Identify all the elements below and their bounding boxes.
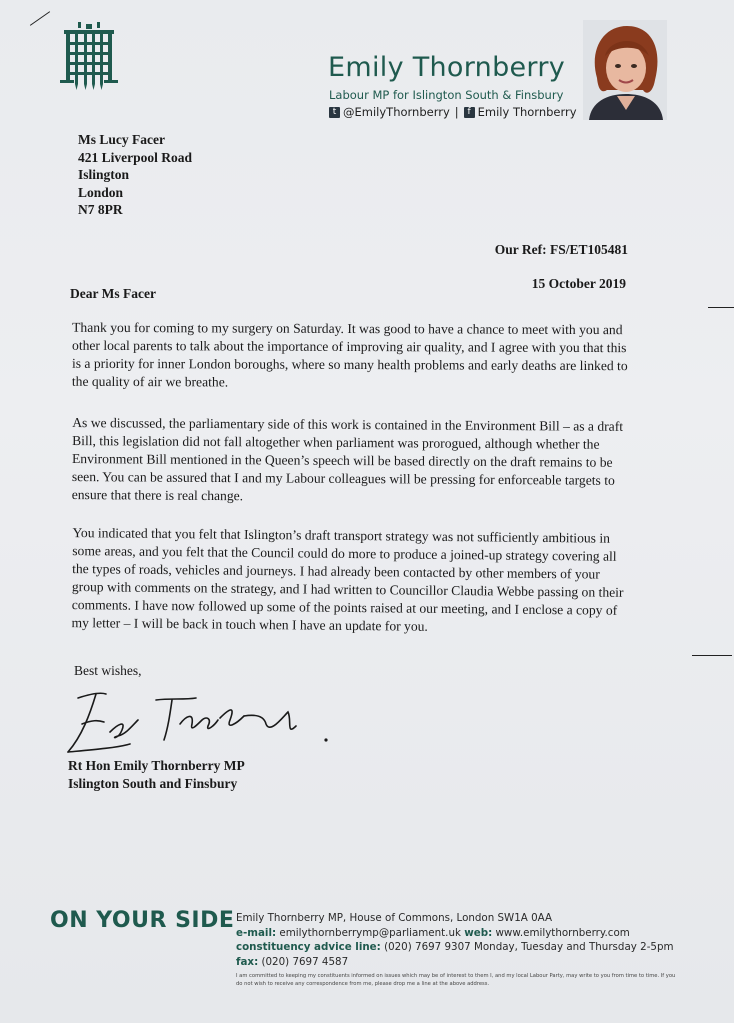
recipient-address: [78, 131, 192, 219]
twitter-handle: @EmilyThornberry: [343, 105, 450, 119]
fold-line-right-2: [692, 655, 732, 656]
fold-line-top: [30, 11, 50, 26]
recipient-name: Ms Lucy Facer: [78, 132, 165, 147]
advice-label: constituency advice line:: [236, 941, 381, 953]
social-handles: [329, 105, 577, 119]
fax-label: fax:: [236, 955, 259, 968]
recipient-postcode: N7 8PR: [78, 202, 123, 217]
recipient-street: 421 Liverpool Road: [78, 149, 193, 165]
fold-line-right-1: [708, 307, 734, 308]
mp-name: Emily Thornberry: [328, 52, 566, 83]
mp-role: Labour MP for Islington South & Finsbury: [329, 88, 564, 102]
footer-fax-line: [236, 955, 674, 970]
body-paragraph-2: As we discussed, the parliamentary side of this work is contained in the Environment Bill – as a draft Bill, this legislation did not fall altogether when parliament was prorogued, although whether the Environment Bill mentioned in the Queen’s speech will be based directly on the draft remains to be seen. You can be assured that I and my Labour colleagues will be pressing for enforceable targets to ensure that there is real change.: [71, 415, 624, 504]
letter-date: 15 October 2019: [531, 276, 626, 291]
social-separator: |: [454, 105, 459, 119]
signer-constituency: Islington South and Finsbury: [68, 776, 238, 791]
body-paragraph-3: You indicated that you felt that Islington’s draft transport strategy was not sufficiently ambitious in some areas, and you felt that the Council could do more to produce a joined-up strategy covering all the types of roads, vehicles and journeys. I had already been contacted by other members of your group with comments on the strategy, and I had written to Councillor Claudia Webbe passing on their comments. I have now followed up some of the points raised at our meeting, and I enclose a copy of my letter – I will be back in touch when I have an update for you.: [71, 525, 624, 634]
web-label: web:: [464, 926, 493, 939]
footer-contact: [236, 911, 674, 969]
mp-portrait: [583, 20, 667, 120]
signer-block: [68, 757, 245, 793]
recipient-city: London: [78, 184, 124, 200]
facebook-handle: Emily Thornberry: [477, 105, 577, 119]
footer-email: emilythornberrymp@parliament.uk: [279, 926, 461, 939]
portcullis-icon: [58, 22, 120, 92]
salutation: Dear Ms Facer: [70, 286, 156, 301]
email-label: e-mail:: [236, 926, 277, 939]
recipient-area: Islington: [78, 167, 130, 182]
footer-fax: (020) 7697 4587: [261, 955, 349, 968]
facebook-icon: f: [464, 107, 475, 118]
reference: Our Ref: FS/ET105481: [494, 242, 628, 257]
body-paragraph-1: Thank you for coming to my surgery on Saturday. It was good to have a chance to meet with you and other local parents to talk about the importance of improving air quality, and I agree with you that this is a priority for inner London boroughs, where so many health problems and early deaths are linked to the quality of air we breathe.: [71, 319, 628, 390]
signature: [60, 680, 350, 760]
footer-advice-line: [236, 940, 674, 955]
signer-name: Rt Hon Emily Thornberry MP: [68, 758, 245, 773]
footer-fine-print: I am committed to keeping my constituents informed on issues which may be of interest to them I, and my local Labour Party, may write to you from time to time. If you do not wish to receive any correspondence from me, please drop me a line at the above address.: [236, 973, 676, 987]
footer-slogan: ON YOUR SIDE: [50, 908, 235, 933]
footer-address: Emily Thornberry MP, House of Commons, London SW1A 0AA: [236, 912, 553, 924]
footer-email-web: [236, 926, 674, 941]
footer-web: www.emilythornberry.com: [495, 926, 630, 939]
closing: Best wishes,: [74, 663, 142, 678]
footer-advice: (020) 7697 9307 Monday, Tuesday and Thursday 2-5pm: [384, 941, 674, 953]
twitter-icon: t: [329, 107, 340, 118]
